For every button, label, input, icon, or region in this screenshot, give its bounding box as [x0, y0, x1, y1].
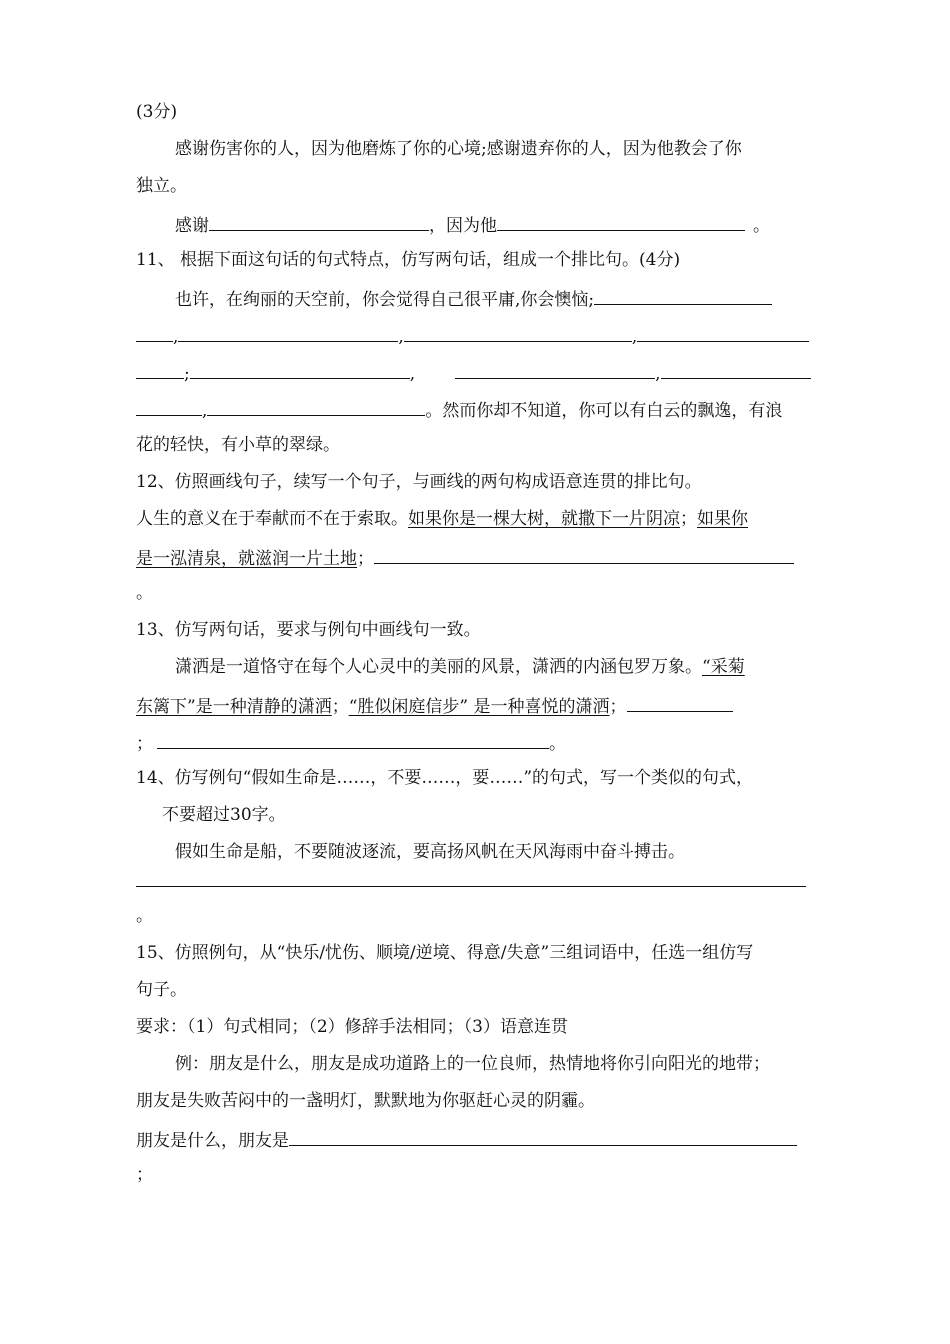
semicolon: ； [357, 549, 374, 569]
answer-blank[interactable] [455, 361, 655, 379]
fill-line-thanks [175, 213, 816, 236]
question-15-title: 15、仿照例句，从“快乐/忧伤、顺境/逆境、得意/失意”三组词语中，任选一组仿写 [136, 943, 754, 963]
q11-prompt-line [175, 287, 816, 310]
q15-answer-prefix: 朋友是什么，朋友是 [136, 1131, 289, 1151]
q14-example: 假如生命是船，不要随波逐流，要高扬风帆在天风海雨中奋斗搏击。 [175, 842, 685, 862]
answer-blank[interactable] [136, 361, 184, 379]
q15-answer-line [136, 1128, 816, 1151]
q15-semicolon: ； [136, 1165, 153, 1185]
semicolon: ； [331, 697, 349, 717]
underlined-sentence: “胜似闲庭信步” 是一种喜悦的潇洒 [348, 697, 610, 717]
q14-period: 。 [136, 906, 153, 926]
answer-blank[interactable] [289, 1128, 797, 1146]
answer-blank[interactable] [209, 213, 429, 231]
end-period: 。 [549, 734, 566, 754]
answer-blank[interactable] [637, 324, 809, 342]
question-14-title: 14、仿写例句“假如生命是……，不要……，要……”的句式，写一个类似的句式， [136, 768, 754, 788]
underlined-sentence: 是一泓清泉，就滋润一片土地 [136, 549, 357, 569]
q13-line-2 [136, 694, 816, 717]
end-period: 。 [753, 216, 770, 236]
answer-blank[interactable] [594, 287, 772, 305]
q11-blank-line-2 [136, 361, 816, 384]
comma: , [655, 364, 661, 384]
q12-intro: 人生的意义在于奉献而不在于索取。 [136, 509, 408, 529]
question-11-title: 11、 根据下面这句话的句式特点，仿写两句话，组成一个排比句。(4分) [136, 250, 681, 270]
q12-line-1 [136, 509, 816, 529]
answer-blank[interactable] [497, 213, 745, 231]
example-sentence-line-1: 感谢伤害你的人，因为他磨炼了你的心境;感谢遗弃你的人，因为他教会了你 [175, 139, 742, 159]
q14-answer-line [136, 869, 816, 892]
answer-blank[interactable] [207, 398, 425, 416]
question-13-title: 13、仿写两句话，要求与例句中画线句一致。 [136, 620, 481, 640]
answer-blank[interactable] [136, 324, 173, 342]
q15-title-cont: 句子。 [136, 980, 187, 1000]
q12-period: 。 [136, 583, 153, 603]
answer-blank[interactable] [627, 694, 733, 712]
prefix-text: 感谢 [175, 216, 209, 236]
q15-example-line-1: 例：朋友是什么，朋友是成功道路上的一位良师，热情地将你引向阳光的地带； [175, 1054, 770, 1074]
q11-continuation: 。然而你却不知道，你可以有白云的飘逸，有浪 [425, 401, 783, 421]
answer-blank[interactable] [136, 869, 806, 887]
comma: , [202, 401, 208, 421]
answer-blank[interactable] [374, 546, 794, 564]
comma: , [631, 327, 638, 347]
q13-line-3 [136, 731, 816, 754]
comma: , [409, 364, 416, 384]
score-note: (3分) [136, 102, 178, 122]
comma: , [398, 327, 404, 347]
q11-blank-line-3 [136, 398, 816, 421]
underlined-sentence: 东篱下”是一种清静的潇洒 [136, 697, 332, 717]
answer-blank[interactable] [157, 731, 549, 749]
q15-example-line-2: 朋友是失败苦闷中的一盏明灯，默默地为你驱赶心灵的阴霾。 [136, 1091, 595, 1111]
answer-blank[interactable] [190, 361, 410, 379]
underlined-sentence: “采菊 [702, 657, 745, 677]
q13-intro: 潇洒是一道恪守在每个人心灵中的美丽的风景，潇洒的内涵包罗万象。 [175, 657, 702, 677]
question-12-title: 12、仿照画线句子，续写一个句子，与画线的两句构成语意连贯的排比句。 [136, 472, 702, 492]
q13-line-1 [175, 657, 816, 677]
q15-requirements: 要求：（1）句式相同；（2）修辞手法相同；（3）语意连贯 [136, 1017, 568, 1037]
q11-prompt-text: 也许，在绚丽的天空前，你会觉得自己很平庸,你会懊恼; [175, 290, 595, 310]
q12-line-2 [136, 546, 816, 569]
middle-text: ，因为他 [429, 216, 497, 236]
answer-blank[interactable] [178, 324, 398, 342]
example-sentence-line-2: 独立。 [136, 176, 187, 196]
underlined-sentence: 如果你是一棵大树，就撒下一片阴凉 [408, 509, 680, 529]
semicolon: ； [609, 697, 627, 717]
comma: , [173, 327, 179, 347]
q11-ending: 花的轻快，有小草的翠绿。 [136, 435, 340, 455]
semicolon: ； [136, 734, 153, 754]
answer-blank[interactable] [661, 361, 811, 379]
answer-blank[interactable] [404, 324, 632, 342]
q11-blank-line-1 [136, 324, 816, 347]
semicolon: ; [184, 364, 190, 384]
answer-blank[interactable] [136, 398, 202, 416]
q14-title-cont: 不要超过30字。 [162, 805, 286, 825]
underlined-sentence: 如果你 [697, 509, 748, 529]
semicolon: ； [680, 509, 697, 529]
